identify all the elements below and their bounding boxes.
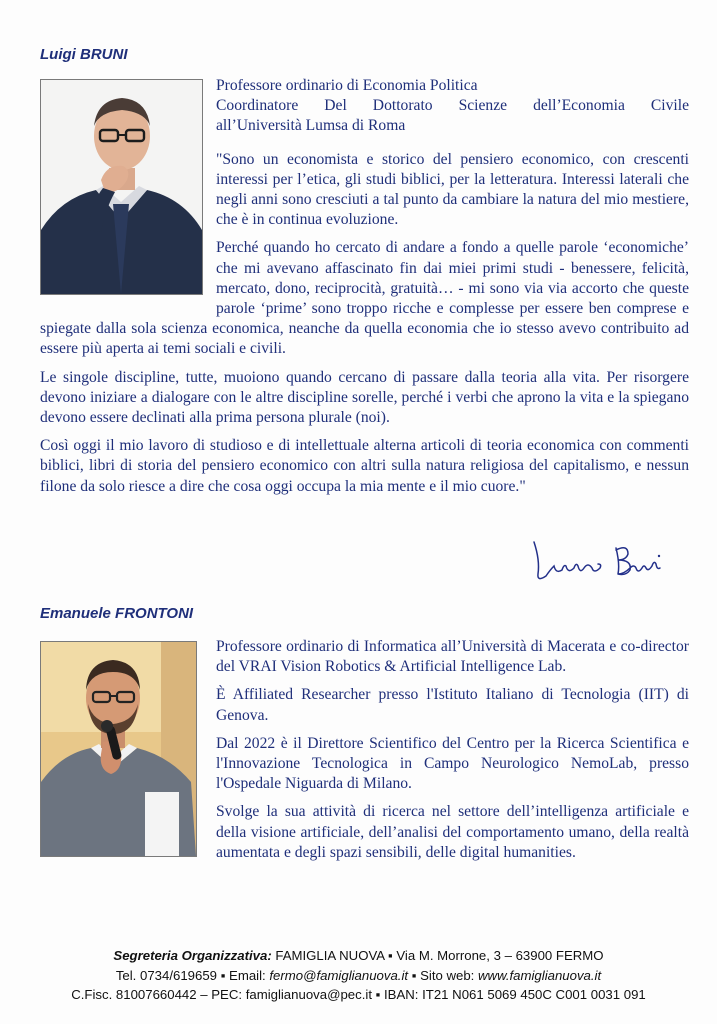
profile-name-bruni: Luigi BRUNI xyxy=(40,46,128,63)
footer-separator: ▪ xyxy=(411,967,417,983)
bio-frontoni-paragraph: Svolge la sua attività di ricerca nel settore dell’intelligenza artificiale e della visione artificiale, dell’analisi del comportamento umano, della realtà aumentata e degli spazi sensibili, delle digital humanities. xyxy=(216,803,689,861)
footer-web-label: Sito web: xyxy=(416,967,479,983)
footer-line-1 xyxy=(0,946,717,966)
bio-bruni-paragraph: Perché quando ho cercato di andare a fondo a quelle parole ‘economiche’ che mi avevano affascinato fin dai miei primi studi - benessere, felicità, mercato, dono, reciprocità, gratuità… - mi sono via via accorto che queste parole ‘prime’ sono troppo ricche e complesse per essere ben comprese e spiegate dalla sola scienza economica, neanche da quella economia che io stesso avevo contribuito ad essere più aperta ai temi sociali e civili. xyxy=(40,239,689,358)
role-line: Professore ordinario di Economia Politica xyxy=(216,77,478,94)
bio-bruni-paragraph: "Sono un economista e storico del pensiero economico, con crescenti interessi per l’etica, gli studi biblici, per la letteratura. Interessi laterali che negli anni sono cresciuti a tal punto da cambiare la natura del mio mestiere, che è in continua evoluzione. xyxy=(216,150,689,229)
role-line: Coordinatore Del Dottorato Scienze dell’Economia Civile xyxy=(216,97,689,115)
bio-frontoni-paragraph: È Affiliated Researcher presso l'Istituto Italiano di Tecnologia (IIT) di Genova. xyxy=(216,686,689,724)
footer-separator: ▪ xyxy=(388,948,393,963)
footer-contacts xyxy=(0,946,717,1005)
bio-frontoni-paragraph: Dal 2022 è il Direttore Scientifico del Centro per la Ricerca Scientifica e l'Innovazione Tecnologica in Campo Neurologico NemoLab, presso l'Ospedale Niguarda di Milano. xyxy=(216,734,689,793)
footer-line-2 xyxy=(0,966,717,986)
footer-separator: ▪ xyxy=(220,967,226,983)
footer-org: FAMIGLIA NUOVA xyxy=(271,948,389,963)
signature-bruni xyxy=(528,530,668,586)
footer-address: Via M. Morrone, 3 – 63900 FERMO xyxy=(392,948,604,963)
profile-name-frontoni: Emanuele FRONTONI xyxy=(40,605,194,622)
footer-label: Segreteria Organizzativa: xyxy=(113,948,272,963)
bio-bruni xyxy=(40,76,689,505)
footer-iban: IBAN: IT21 N061 5069 450C C001 0031 091 xyxy=(380,987,646,1002)
footer-email-link[interactable]: fermo@famiglianuova.it xyxy=(269,967,409,983)
bio-bruni-paragraph: Le singole discipline, tutte, muoiono quando cercano di passare dalla teoria alla vita. Per risorgere devono iniziare a dialogare con le altre discipline sorelle, perché i verbi che aprono la vita e la spiegano devono essere declinati alla prima persona plurale (noi). xyxy=(40,368,689,427)
footer-separator: ▪ xyxy=(375,987,381,1002)
bio-frontoni xyxy=(40,637,689,871)
footer-tel: Tel. 0734/619659 xyxy=(115,967,221,983)
footer-line-3 xyxy=(0,985,717,1005)
footer-web-link[interactable]: www.famiglianuova.it xyxy=(478,967,602,983)
footer-email-label: Email: xyxy=(225,967,270,983)
bio-bruni-paragraph: Così oggi il mio lavoro di studioso e di intellettuale alterna articoli di teoria economica con commenti biblici, libri di storia del pensiero economico con altri sulla natura religiosa del capitalismo, e nessun filone da solo riesce a dire che cosa oggi occupa la mia mente e il mio cuore." xyxy=(40,437,689,495)
role-line: all’Università Lumsa di Roma xyxy=(216,117,406,135)
footer-cf-pec: C.Fisc. 81007660442 – PEC: famiglianuova@pec.it xyxy=(71,987,376,1002)
bio-frontoni-paragraph: Professore ordinario di Informatica all’Università di Macerata e co-director del VRAI Vision Robotics & Artificial Intelligence Lab. xyxy=(216,638,689,676)
